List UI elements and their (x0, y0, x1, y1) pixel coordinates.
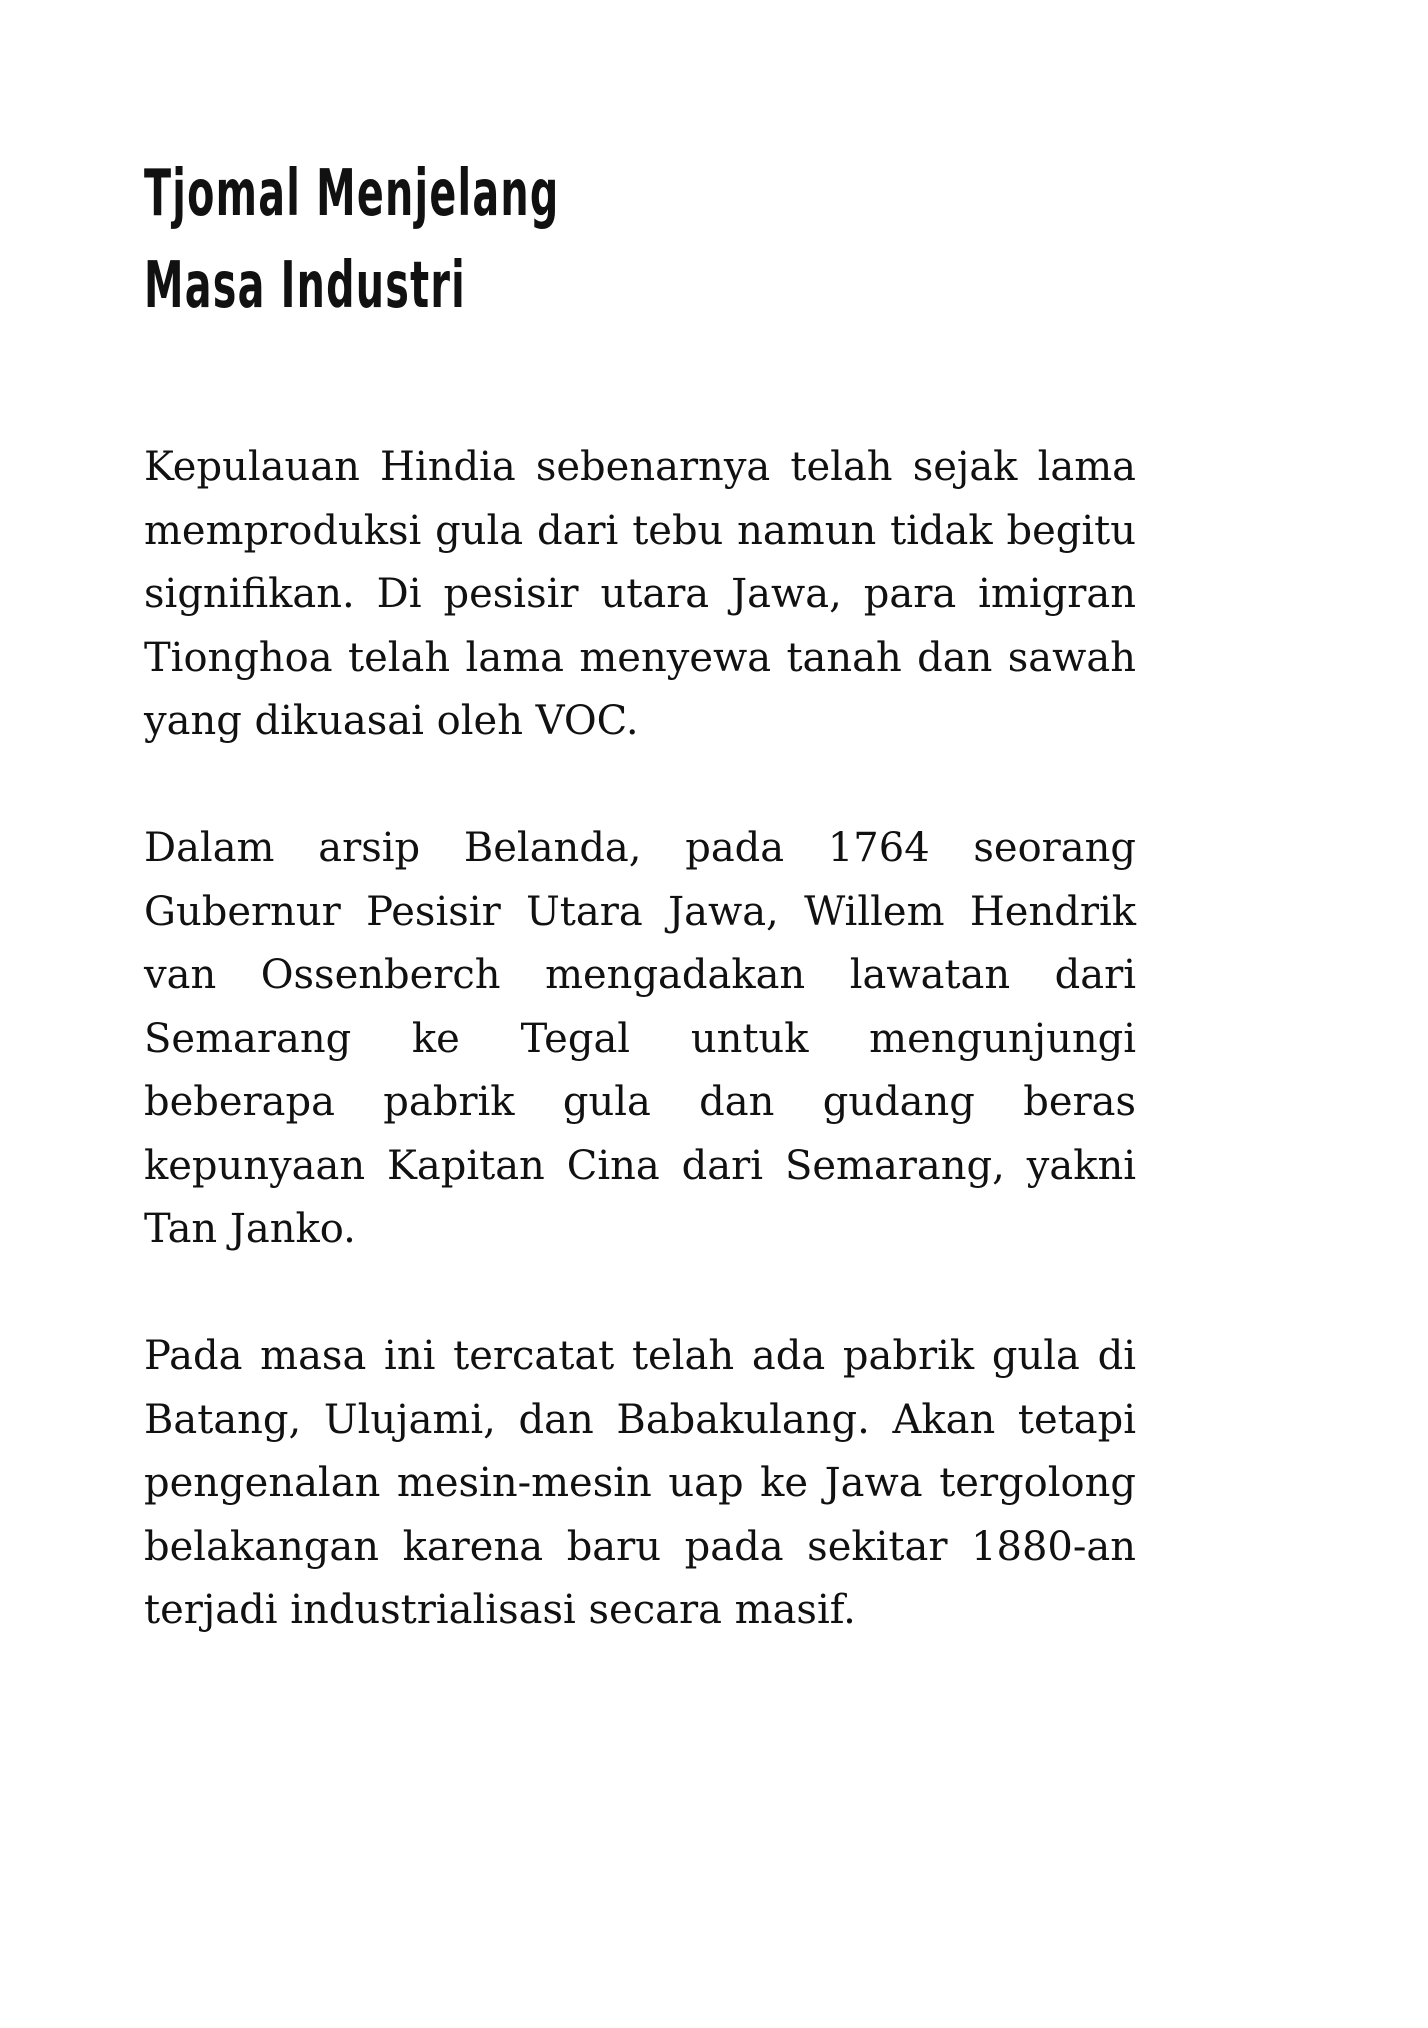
page-title (144, 148, 559, 332)
title-line-1: Tjomal Menjelang (144, 157, 560, 231)
paragraph-2: Dalam arsip Belanda, pada 1764 seorang Gubernur Pesisir Utara Jawa, Willem Hendrik van Ossenberch mengadakan lawatan dari Semarang ke Tegal untuk mengunjungi beberapa pabrik gula dan gudang beras kepunyaan Kapitan Cina dari Semarang, yakni Tan Janko. (144, 825, 1136, 1252)
title-line-2: Masa Industri (144, 249, 467, 323)
article-body (144, 436, 1136, 1706)
paragraph-1: Kepulauan Hindia sebenarnya telah sejak lama memproduksi gula dari tebu namun tidak begitu signifikan. Di pesisir utara Jawa, para imigran Tionghoa telah lama menyewa tanah dan sawah yang dikuasai oleh VOC. (144, 444, 1136, 744)
paragraph-3: Pada masa ini tercatat telah ada pabrik gula di Batang, Ulujami, dan Babakulang. Akan tetapi pengenalan mesin-mesin uap ke Jawa tergolong belakangan karena baru pada sekitar 1880-an terjadi industrialisasi secara masif. (144, 1333, 1136, 1633)
